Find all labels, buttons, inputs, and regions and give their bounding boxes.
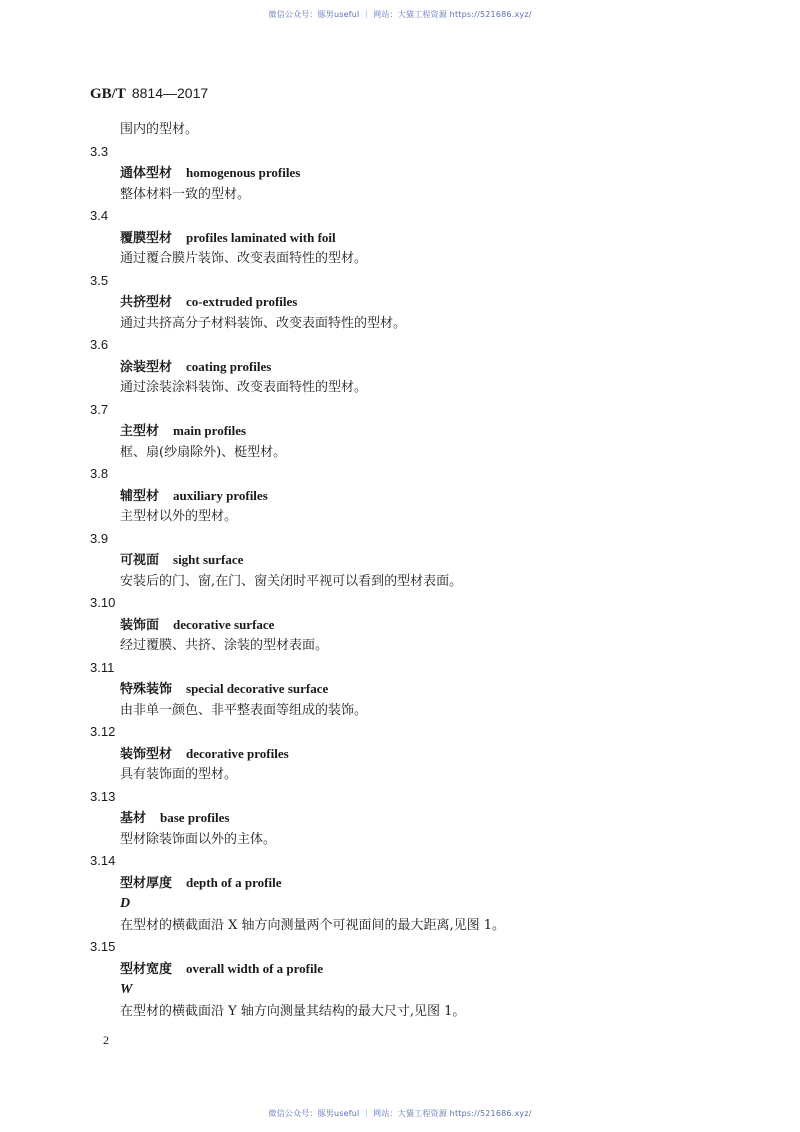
term-entry	[90, 466, 730, 531]
term-chinese: 装饰型材	[120, 746, 173, 762]
term-english: special decorative surface	[186, 681, 329, 696]
term-chinese: 覆膜型材	[120, 230, 173, 246]
term-title	[120, 488, 730, 510]
term-english: coating profiles	[186, 358, 272, 374]
term-entry	[90, 273, 730, 338]
term-number: 3.5	[90, 272, 109, 288]
term-title	[120, 165, 730, 187]
term-definition: 具有装饰面的型材。	[120, 767, 238, 782]
term-title	[120, 359, 730, 381]
term-entry	[90, 660, 730, 725]
term-chinese: 共挤型材	[120, 295, 173, 310]
term-english: sight surface	[173, 552, 244, 567]
term-number: 3.8	[90, 466, 109, 481]
term-number: 3.14	[90, 853, 116, 868]
term-definition: 在型材的横截面沿 Y 轴方向测量其结构的最大尺寸,见图 1。	[120, 1003, 466, 1019]
term-english: auxiliary profiles	[173, 487, 268, 503]
term-title	[120, 230, 730, 252]
term-english: profiles laminated with foil	[186, 229, 336, 245]
term-english: base profiles	[160, 810, 230, 825]
standard-code	[90, 85, 208, 103]
term-entry	[90, 337, 730, 402]
term-entry	[90, 531, 730, 596]
term-english: co-extruded profiles	[186, 294, 298, 309]
term-chinese: 型材宽度	[120, 961, 173, 977]
continuation-text: 围内的型材。	[120, 122, 199, 137]
term-english: overall width of a profile	[186, 960, 323, 976]
term-definition: 通过涂装涂料装饰、改变表面特性的型材。	[120, 380, 368, 395]
term-number: 3.11	[90, 659, 115, 675]
term-definition: 在型材的横截面沿 X 轴方向测量两个可视面间的最大距离,见图 1。	[120, 917, 506, 933]
term-number: 3.13	[90, 788, 116, 804]
term-entry	[90, 144, 730, 209]
term-title	[120, 681, 730, 703]
term-number: 3.7	[90, 401, 109, 417]
watermark-bottom: 微信公众号：豚男useful ｜ 网站：大猫工程资源 https://521686.xyz/	[268, 1109, 532, 1118]
term-entry	[90, 724, 730, 789]
term-entry	[90, 789, 730, 854]
term-english: decorative profiles	[186, 745, 289, 761]
term-title	[120, 746, 730, 768]
term-chinese: 主型材	[120, 424, 160, 439]
term-title	[120, 552, 730, 574]
term-number: 3.6	[90, 337, 109, 352]
term-chinese: 涂装型材	[120, 359, 173, 375]
term-entry	[90, 208, 730, 273]
term-english: decorative surface	[173, 616, 275, 632]
term-entry	[90, 595, 730, 660]
term-chinese: 通体型材	[120, 166, 173, 181]
term-english: main profiles	[173, 423, 247, 438]
term-number: 3.9	[90, 530, 109, 546]
term-definition: 通过覆合膜片装饰、改变表面特性的型材。	[120, 251, 368, 266]
terms-list	[90, 122, 730, 1025]
page-number: 2	[103, 1033, 109, 1047]
term-definition: 型材除装饰面以外的主体。	[120, 831, 277, 847]
term-entry	[90, 939, 730, 1025]
term-number: 3.12	[90, 724, 116, 739]
term-title	[120, 617, 730, 639]
term-chinese: 可视面	[120, 553, 160, 568]
term-entry	[90, 853, 730, 939]
standard-prefix: GB/T	[90, 86, 126, 102]
term-english: homogenous profiles	[186, 165, 301, 180]
term-chinese: 辅型材	[120, 488, 160, 504]
term-number: 3.10	[90, 595, 116, 610]
term-title	[120, 294, 730, 316]
term-title	[120, 810, 730, 832]
standard-number: 8814—2017	[131, 85, 209, 101]
term-english: depth of a profile	[186, 874, 282, 890]
term-number: 3.15	[90, 939, 116, 954]
term-definition: 安装后的门、窗,在门、窗关闭时平视可以看到的型材表面。	[120, 573, 463, 589]
term-symbol: W	[120, 982, 133, 997]
term-chinese: 型材厚度	[120, 875, 173, 891]
term-title	[120, 423, 730, 445]
term-definition: 框、扇(纱扇除外)、梃型材。	[120, 444, 287, 460]
term-chinese: 基材	[120, 811, 147, 826]
term-number: 3.3	[90, 143, 109, 159]
term-title	[120, 875, 730, 897]
term-definition: 主型材以外的型材。	[120, 509, 238, 524]
term-chinese: 装饰面	[120, 617, 160, 633]
term-entry	[90, 402, 730, 467]
term-chinese: 特殊装饰	[120, 682, 173, 697]
term-definition: 由非单一颜色、非平整表面等组成的装饰。	[120, 702, 368, 718]
term-title	[120, 961, 730, 983]
watermark-top: 微信公众号：豚男useful ｜ 网站：大猫工程资源 https://521686.xyz/	[268, 10, 532, 19]
term-definition: 通过共挤高分子材料装饰、改变表面特性的型材。	[120, 315, 407, 331]
term-definition: 整体材料一致的型材。	[120, 186, 251, 202]
term-symbol: D	[120, 896, 131, 911]
term-number: 3.4	[90, 208, 109, 223]
term-definition: 经过覆膜、共挤、涂装的型材表面。	[120, 638, 329, 653]
